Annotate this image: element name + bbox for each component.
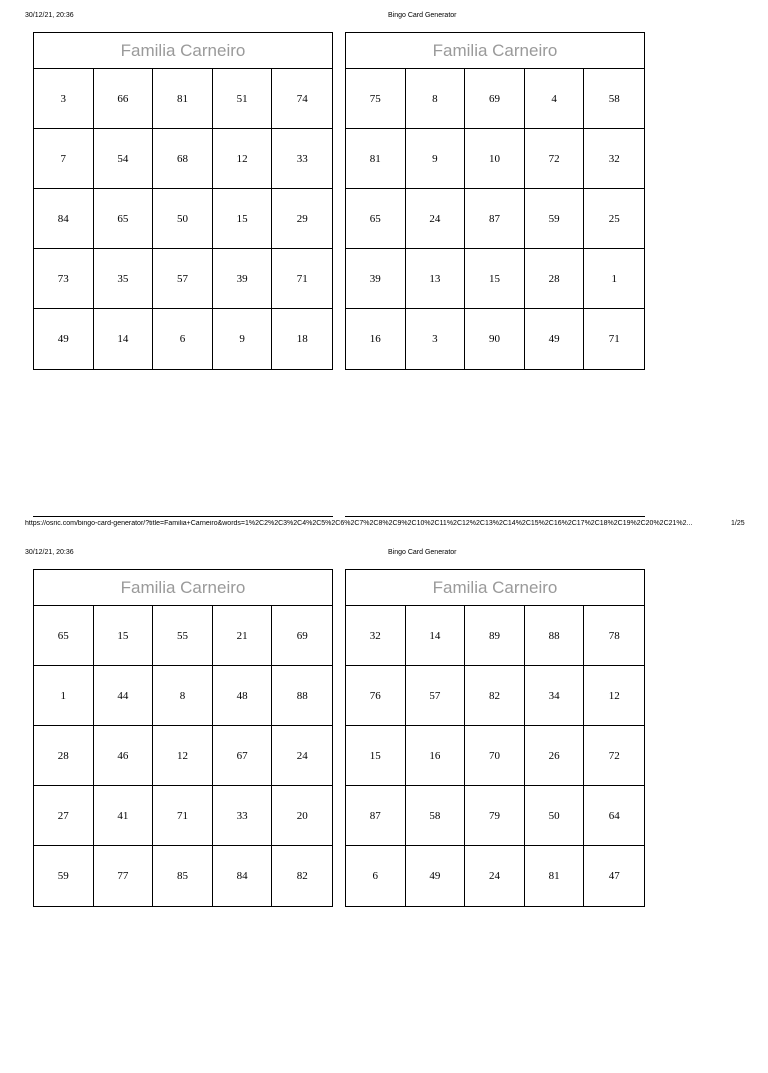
card-cell: 49 <box>406 846 466 906</box>
card-cell: 24 <box>406 189 466 249</box>
card-cell: 14 <box>406 606 466 666</box>
card-cell: 24 <box>465 846 525 906</box>
card-cell: 28 <box>34 726 94 786</box>
card-cell: 9 <box>406 129 466 189</box>
card-cell: 50 <box>153 189 213 249</box>
card-cell: 72 <box>525 129 585 189</box>
card-cell: 32 <box>346 606 406 666</box>
card-cell: 55 <box>153 606 213 666</box>
card-cell: 68 <box>153 129 213 189</box>
card-cell: 85 <box>153 846 213 906</box>
card-cell: 70 <box>465 726 525 786</box>
header-date: 30/12/21, 20:36 <box>25 549 74 556</box>
card-cell: 54 <box>94 129 154 189</box>
card-cell: 14 <box>94 309 154 369</box>
card-cell: 21 <box>213 606 273 666</box>
card-cell: 50 <box>525 786 585 846</box>
card-cell: 57 <box>406 666 466 726</box>
card-cell: 4 <box>525 69 585 129</box>
card-cell: 3 <box>406 309 466 369</box>
card-cell: 58 <box>406 786 466 846</box>
card-cell: 12 <box>153 726 213 786</box>
card-cell: 28 <box>525 249 585 309</box>
card-cell: 29 <box>272 189 332 249</box>
card-cell: 10 <box>465 129 525 189</box>
card-cell: 57 <box>153 249 213 309</box>
bingo-card <box>33 32 333 370</box>
card-title: Familia Carneiro <box>34 33 332 69</box>
card-cell: 16 <box>406 726 466 786</box>
card-cell: 6 <box>346 846 406 906</box>
card-cell: 15 <box>465 249 525 309</box>
card-cell: 82 <box>465 666 525 726</box>
card-cell: 88 <box>272 666 332 726</box>
card-cell: 15 <box>213 189 273 249</box>
card-cell: 84 <box>34 189 94 249</box>
card-cell: 58 <box>584 69 644 129</box>
card-cell: 81 <box>525 846 585 906</box>
card-cell: 1 <box>34 666 94 726</box>
card-cell: 33 <box>272 129 332 189</box>
card-cell: 39 <box>346 249 406 309</box>
card-cell: 65 <box>34 606 94 666</box>
header-title: Bingo Card Generator <box>388 549 457 556</box>
card-grid <box>346 606 644 906</box>
card-cell: 6 <box>153 309 213 369</box>
card-cell: 67 <box>213 726 273 786</box>
card-cell: 26 <box>525 726 585 786</box>
card-cell: 89 <box>465 606 525 666</box>
card-cell: 74 <box>272 69 332 129</box>
card-cell: 59 <box>34 846 94 906</box>
card-cell: 76 <box>346 666 406 726</box>
bingo-card <box>345 569 645 907</box>
card-cell: 87 <box>465 189 525 249</box>
card-cell: 65 <box>346 189 406 249</box>
card-grid <box>346 69 644 369</box>
card-cell: 81 <box>346 129 406 189</box>
card-cell: 15 <box>346 726 406 786</box>
card-cell: 1 <box>584 249 644 309</box>
card-cell: 41 <box>94 786 154 846</box>
card-cell: 32 <box>584 129 644 189</box>
card-cell: 69 <box>272 606 332 666</box>
print-page-1 <box>0 0 768 536</box>
card-cell: 59 <box>525 189 585 249</box>
card-cell: 7 <box>34 129 94 189</box>
card-cell: 8 <box>153 666 213 726</box>
bingo-card <box>345 32 645 370</box>
card-cell: 8 <box>406 69 466 129</box>
card-cell: 3 <box>34 69 94 129</box>
card-cell: 88 <box>525 606 585 666</box>
card-cell: 33 <box>213 786 273 846</box>
card-cell: 82 <box>296 870 308 882</box>
card-cell: 34 <box>525 666 585 726</box>
card-cell: 71 <box>272 249 332 309</box>
card-cell: 16 <box>346 309 406 369</box>
card-cell: 15 <box>94 606 154 666</box>
card-title: Familia Carneiro <box>346 570 644 606</box>
card-grid <box>34 69 332 369</box>
card-cell: 84 <box>213 846 273 906</box>
card-cell: 64 <box>584 786 644 846</box>
header-date: 30/12/21, 20:36 <box>25 12 74 19</box>
card-cell: 27 <box>34 786 94 846</box>
card-cell: 24 <box>272 726 332 786</box>
card-cell: 79 <box>465 786 525 846</box>
card-cell: 12 <box>584 666 644 726</box>
card-cell: 78 <box>584 606 644 666</box>
card-cell: 81 <box>153 69 213 129</box>
card-cell: 20 <box>272 786 332 846</box>
card-cell: 71 <box>608 333 620 345</box>
card-cell: 77 <box>94 846 154 906</box>
card-cell: 71 <box>153 786 213 846</box>
card-cell: 44 <box>94 666 154 726</box>
card-cell: 35 <box>94 249 154 309</box>
card-title: Familia Carneiro <box>34 570 332 606</box>
card-cell: 51 <box>213 69 273 129</box>
card-cell: 87 <box>346 786 406 846</box>
card-cell: 72 <box>584 726 644 786</box>
card-cell: 65 <box>94 189 154 249</box>
print-page-2 <box>0 537 768 1073</box>
card-cell: 39 <box>213 249 273 309</box>
divider <box>345 516 645 517</box>
card-cell: 12 <box>213 129 273 189</box>
footer-page-number: 1/25 <box>731 520 745 527</box>
card-cell: 18 <box>296 333 308 345</box>
card-cell: 66 <box>94 69 154 129</box>
card-cell: 49 <box>34 309 94 369</box>
card-cell: 69 <box>465 69 525 129</box>
card-cell: 75 <box>346 69 406 129</box>
card-grid <box>34 606 332 906</box>
footer-url: https://osric.com/bingo-card-generator/?title=Familia+Carneiro&words=1%2C2%2C3%2C4%2C5%2C6%2C7%2C8%2C9%2C10%2C11%2C12%2C13%2C14%2C15%2C16%2C17%2C18%2C19%2C20%2C21%2... <box>25 520 693 527</box>
card-cell: 47 <box>608 870 620 882</box>
card-title: Familia Carneiro <box>346 33 644 69</box>
header-title: Bingo Card Generator <box>388 12 457 19</box>
card-cell: 25 <box>584 189 644 249</box>
card-cell: 13 <box>406 249 466 309</box>
divider <box>33 516 333 517</box>
bingo-card <box>33 569 333 907</box>
card-cell: 49 <box>525 309 585 369</box>
card-cell: 48 <box>213 666 273 726</box>
card-cell: 90 <box>465 309 525 369</box>
card-cell: 9 <box>213 309 273 369</box>
card-cell: 73 <box>34 249 94 309</box>
card-cell: 46 <box>94 726 154 786</box>
